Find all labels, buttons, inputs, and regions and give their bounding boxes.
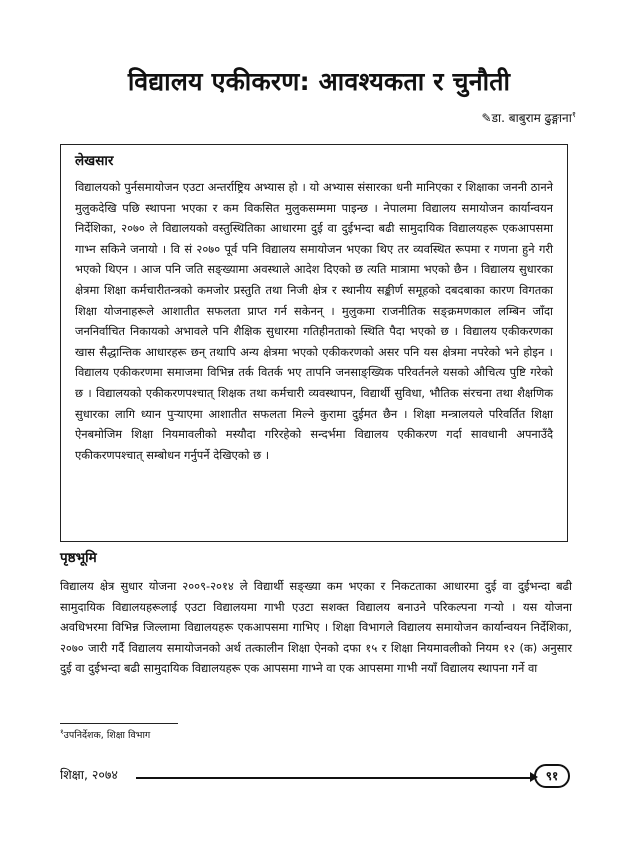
author-name: डा. बाबुराम ढुङ्गाना bbox=[491, 111, 572, 125]
footnote bbox=[60, 728, 150, 741]
background-heading: पृष्ठभूमि bbox=[60, 550, 97, 566]
abstract-text: विद्यालयको पुर्नसमायोजन एउटा अन्तर्राष्ट्रिय अभ्यास हो । यो अभ्यास संसारका धनी मानिएका र शिक्षाका जननी ठानने मुलुकदेखि पछि स्थापना भएका र कम विकसित मुलुकसम्ममा पाइन्छ । नेपालमा विद्यालय समायोजन कार्यान्वयन निर्देशिका, २०७० ले विद्यालयको वस्तुस्थितिका आधारमा दुई वा दुईभन्दा बढी सामुदायिक विद्यालयहरू एकआपसमा गाभ्न सकिने जनायो । वि सं २०७० पूर्व पनि विद्यालय समायोजन भएका थिए तर व्यवस्थित रूपमा र गणना हुने गरी भएको थिएन । आज पनि जति सङ्ख्यामा अवस्थाले आदेश दिएको छ त्यति मात्रामा भएको छैन । विद्यालय सुधारका क्षेत्रमा शिक्षा कर्मचारीतन्त्रको कमजोर प्रस्तुति तथा निजी क्षेत्र र स्थानीय सङ्कीर्ण समूहको दबदबाका कारण विगतका शिक्षा योजनाहरूले आशातीत सफलता प्राप्त गर्न सकेनन् । मुलुकमा राजनीतिक सङ्क्रमणकाल लम्बिन जाँदा जननिर्वाचित निकायको अभावले पनि शैक्षिक सुधारमा गतिहीनताको स्थिति पैदा भएको छ । विद्यालय एकीकरणका खास सैद्धान्तिक आधारहरू छन् तथापि अन्य क्षेत्रमा भएको एकीकरणको असर पनि यस क्षेत्रमा नपरेको भने होइन । विद्यालय एकीकरणमा समाजमा विभिन्न तर्क वितर्क भए तापनि जनसाङ्ख्यिक परिवर्तनले यसको औचित्य पुष्टि गरेको छ । विद्यालयको एकीकरणपश्चात् शिक्षक तथा कर्मचारी व्यवस्थापन, विद्यार्थी सुविधा, भौतिक संरचना तथा शैक्षणिक सुधारका लागि ध्यान पुऱ्याएमा आशातीत सफलता मिल्ने कुरामा दुईमत छैन । शिक्षा मन्त्रालयले परिवर्तित शिक्षा ऐनबमोजिम शिक्षा नियमावलीको मस्यौदा गरिरहेको सन्दर्भमा विद्यालय एकीकरण गर्दा सावधानी अपनाउँदै एकीकरणपश्चात् सम्बोधन गर्नुपर्ने देखिएको छ । bbox=[75, 180, 553, 462]
article-title: विद्यालय एकीकरण: आवश्यकता र चुनौती bbox=[127, 67, 511, 96]
author-footnote-marker: १ bbox=[571, 110, 576, 119]
page-number-badge: ९१ bbox=[534, 764, 570, 788]
footer-journal-label: शिक्षा, २०७४ bbox=[60, 767, 118, 782]
footnote-divider bbox=[60, 723, 178, 724]
footnote-marker: १ bbox=[60, 728, 64, 736]
author-icon: ✎ bbox=[481, 111, 492, 125]
footnote-text: उपनिर्देशक, शिक्षा विभाग bbox=[63, 730, 151, 742]
footer-rule bbox=[136, 777, 536, 779]
background-text: विद्यालय क्षेत्र सुधार योजना २००९-२०१४ ले विद्यार्थी सङ्ख्या कम भएका र निकटताका आधारमा दुई वा दुईभन्दा बढी सामुदायिक विद्यालयहरूलाई एउटा विद्यालयमा गाभी एउटा सशक्त विद्यालय बनाउने परिकल्पना गऱ्यो । यस योजना अवधिभरमा विभिन्न जिल्लामा विद्यालयहरू एकआपसमा गाभिए । शिक्षा विभागले विद्यालय समायोजन कार्यान्वयन निर्देशिका, २०७० जारी गर्दै विद्यालय समायोजनको अर्थ तत्कालीन शिक्षा ऐनको दफा १५ र शिक्षा नियमावलीको नियम १२ (क) अनुसार दुई वा दुईभन्दा बढी सामुदायिक विद्यालयहरू एक आपसमा गाभ्ने वा एक आपसमा गाभी नयाँ विद्यालय स्थापना गर्ने वा bbox=[60, 579, 572, 676]
author-byline bbox=[482, 109, 576, 126]
abstract-box bbox=[60, 144, 568, 542]
abstract-heading: लेखसार bbox=[75, 153, 114, 169]
